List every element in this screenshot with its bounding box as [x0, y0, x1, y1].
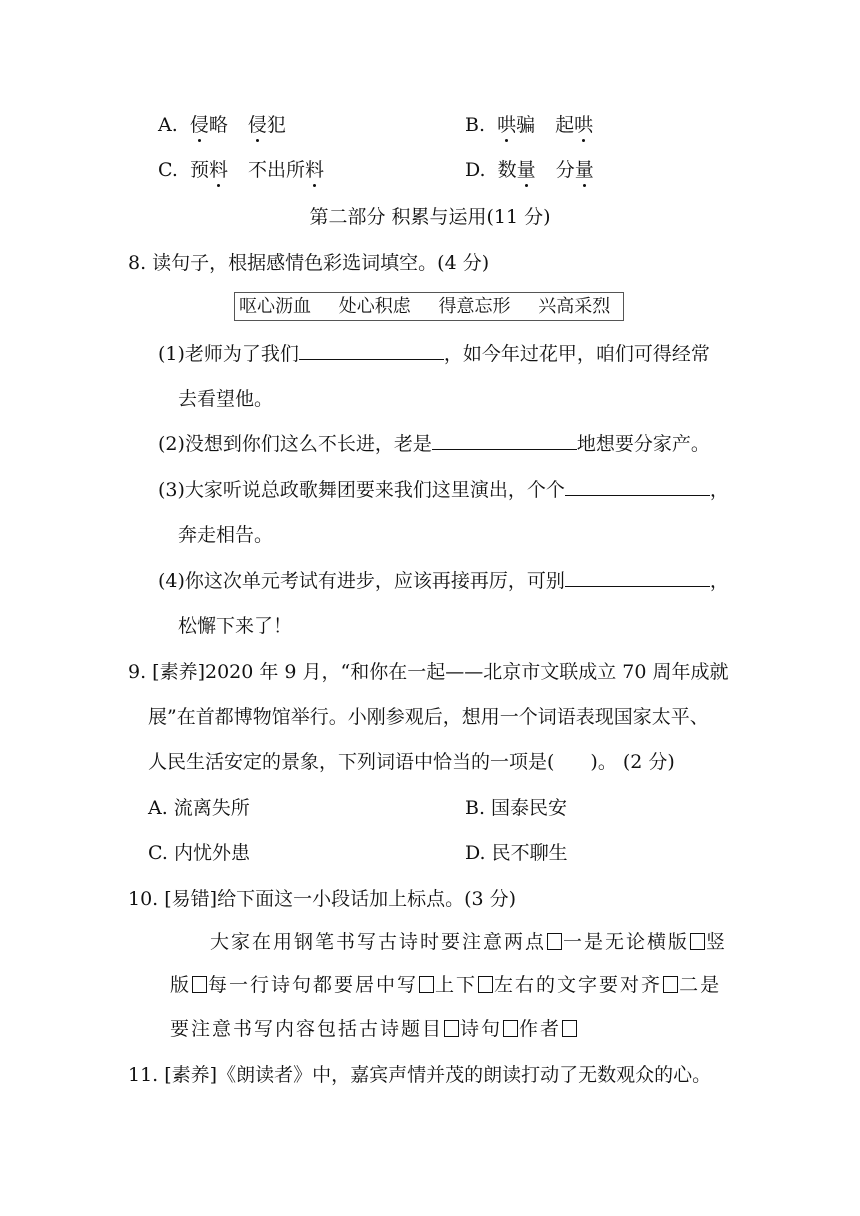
word-bank-box [234, 292, 624, 321]
punctuation-box[interactable] [419, 976, 434, 993]
punctuation-box[interactable] [503, 1020, 518, 1037]
q10-passage-line-2: 版 每一行诗句都要居中写 上下 左右的文字要对齐 二是 [170, 974, 722, 996]
q7-option-a: A. 侵略 侵犯 [158, 114, 286, 136]
punctuation-box[interactable] [444, 1020, 459, 1037]
word-bank-item: 得意忘形 [438, 296, 511, 317]
q9-option-a: A. 流离失所 [148, 797, 250, 819]
q8-sentence-3: (3)大家听说总政歌舞团要来我们这里演出，个个 ， [158, 479, 729, 501]
punctuation-box[interactable] [562, 1020, 577, 1037]
q8-sentence-4: (4)你这次单元考试有进步，应该再接再厉，可别 ， [158, 570, 729, 592]
answer-blank[interactable] [565, 568, 710, 587]
q9-option-c: C. 内忧外患 [148, 842, 250, 864]
answer-blank[interactable] [432, 431, 577, 450]
q8-sentence-2: (2)没想到你们这么不长进，老是 地想要分家产。 [158, 433, 710, 455]
q9-stem-line-3: 人民生活安定的景象，下列词语中恰当的一项是( )。 (2 分) [148, 751, 675, 773]
q9-option-d: D. 民不聊生 [465, 842, 568, 864]
q10-passage-line-3: 要注意书写内容包括古诗题目 诗句 作者 [170, 1016, 578, 1042]
word-bank-item: 处心积虑 [338, 296, 411, 317]
q8-sentence-4-cont: 松懈下来了！ [178, 615, 293, 637]
q8-stem: 8. 读句子，根据感情色彩选词填空。(4 分) [128, 252, 490, 274]
punctuation-box[interactable] [690, 933, 705, 950]
punctuation-box[interactable] [547, 933, 562, 950]
q7-option-d: D. 数量 分量 [465, 159, 594, 181]
punctuation-box[interactable] [663, 976, 678, 993]
q7-option-b: B. 哄骗 起哄 [465, 114, 594, 136]
word-bank-item: 呕心沥血 [239, 296, 311, 317]
q9-stem-line-1: 9. [素养]2020 年 9 月，“和你在一起——北京市文联成立 70 周年成就 [128, 661, 729, 683]
q11-stem: 11. [素养]《朗读者》中，嘉宾声情并茂的朗读打动了无数观众的心。 [128, 1064, 712, 1086]
q10-passage-line-1: 大家在用钢笔书写古诗时要注意两点 一是无论横版 竖 [210, 931, 728, 953]
q10-stem: 10. [易错]给下面这一小段话加上标点。(3 分) [128, 888, 517, 910]
answer-blank[interactable] [299, 341, 444, 360]
q8-sentence-3-cont: 奔走相告。 [178, 524, 274, 546]
q9-option-b: B. 国泰民安 [465, 797, 568, 819]
section-title: 第二部分 积累与运用(11 分) [309, 206, 551, 228]
punctuation-box[interactable] [478, 976, 493, 993]
q7-option-c: C. 预料 不出所料 [158, 159, 325, 181]
q8-sentence-1: (1)老师为了我们 ，如今年过花甲，咱们可得经常 [158, 343, 710, 365]
punctuation-box[interactable] [192, 976, 207, 993]
q9-stem-line-2: 展”在首都博物馆举行。小刚参观后，想用一个词语表现国家太平、 [148, 706, 709, 728]
word-bank-item: 兴高采烈 [538, 296, 611, 317]
q8-sentence-1-cont: 去看望他。 [178, 388, 274, 410]
answer-blank[interactable] [565, 477, 710, 496]
